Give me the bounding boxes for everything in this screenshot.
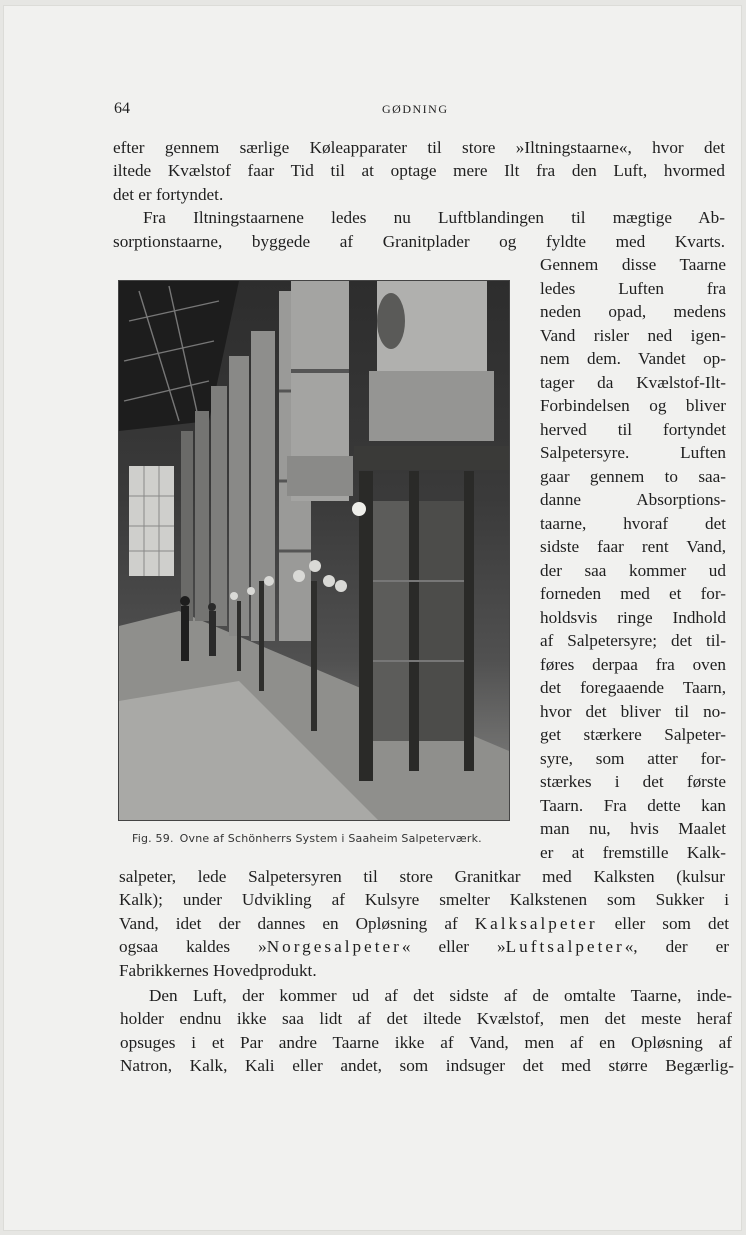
text-line: ledes Luften fra — [540, 279, 726, 298]
text-line: Taarn. Fra dette kan — [540, 796, 726, 815]
text-line — [119, 935, 729, 959]
text-line: der saa kommer ud — [540, 561, 726, 580]
text-line: hvor det bliver til no- — [540, 702, 726, 721]
text-line: gaar gennem to saa- — [540, 467, 726, 486]
text-line: Vand risler ned igen- — [540, 326, 726, 345]
text-line: sidste faar rent Vand, — [540, 537, 726, 556]
text-line: holdsvis ringe Indhold — [540, 608, 726, 627]
text-segment: Vand, idet der dannes en Opløsning af — [119, 914, 475, 933]
text-line: sorptionstaarne, byggede af Granitplader og fyldte med Kvarts. — [113, 232, 725, 251]
text-line: Den Luft, der kommer ud af det sidste af de omtalte Taarne, inde- — [149, 986, 732, 1005]
text-line: Gennem disse Taarne — [540, 255, 726, 274]
text-line: Natron, Kalk, Kali eller andet, som indsuger det med større Begærlig- — [120, 1056, 734, 1075]
text-line: Salpetersyre. Luften — [540, 443, 726, 462]
text-line: Forbindelsen og bliver — [540, 396, 726, 415]
text-line: herved til fortyndet — [540, 420, 726, 439]
spaced-term: Kalksalpeter — [474, 914, 598, 933]
spaced-term: Luftsalpeter — [505, 937, 625, 956]
text-line: opsuges i et Par andre Taarne ikke af Vand, men af en Opløsning af — [120, 1033, 732, 1052]
text-line: Fra Iltningstaarnene ledes nu Luftblandingen til mægtige Ab- — [143, 208, 725, 227]
text-line: det foregaaende Taarn, — [540, 678, 726, 697]
figure-caption — [132, 832, 482, 845]
page-number: 64 — [114, 100, 130, 117]
text-line: Kalk); under Udvikling af Kulsyre smelter Kalkstenen som Sukker i — [119, 890, 729, 909]
figure-number: Fig. 59. — [132, 832, 174, 845]
text-line: er at fremstille Kalk- — [540, 843, 726, 862]
text-line: syre, som atter for- — [540, 749, 726, 768]
text-segment: « eller » — [401, 937, 506, 956]
running-title: GØDNING — [382, 102, 449, 116]
factory-hall-illustration — [119, 281, 509, 820]
text-line: føres derpaa fra oven — [540, 655, 726, 674]
factory-photograph — [118, 280, 510, 821]
figure-caption-text: Ovne af Schönherrs System i Saaheim Salpeterværk. — [179, 832, 482, 845]
text-line: forneden med et for- — [540, 584, 726, 603]
text-line: iltede Kvælstof faar Tid til at optage mere Ilt fra den Luft, hvormed — [113, 161, 725, 180]
text-line: holder endnu ikke saa lidt af det iltede Kvælstof, men det meste heraf — [120, 1009, 732, 1028]
text-line: salpeter, lede Salpetersyren til store Granitkar med Kalksten (kulsur — [119, 867, 725, 886]
text-line: taarne, hvoraf det — [540, 514, 726, 533]
text-line: man nu, hvis Maalet — [540, 819, 726, 838]
text-line: det er fortyndet. — [113, 185, 224, 204]
text-line: neden opad, medens — [540, 302, 726, 321]
text-line: get stærkere Salpeter- — [540, 725, 726, 744]
text-segment: eller som det — [597, 914, 729, 933]
text-segment: «, der er — [624, 937, 729, 956]
text-segment: ogsaa kaldes » — [119, 937, 267, 956]
text-line: efter gennem særlige Køleapparater til store »Iltningstaarne«, hvor det — [113, 138, 725, 157]
spaced-term: Norgesalpeter — [266, 937, 402, 956]
text-line: danne Absorptions- — [540, 490, 726, 509]
text-line: stærkes i det første — [540, 772, 726, 791]
text-line: nem dem. Vandet op- — [540, 349, 726, 368]
text-line: tager da Kvælstof-Ilt- — [540, 373, 726, 392]
text-line: Fabrikkernes Hovedprodukt. — [119, 961, 317, 980]
text-line: af Salpetersyre; det til- — [540, 631, 726, 650]
text-line — [119, 912, 729, 936]
